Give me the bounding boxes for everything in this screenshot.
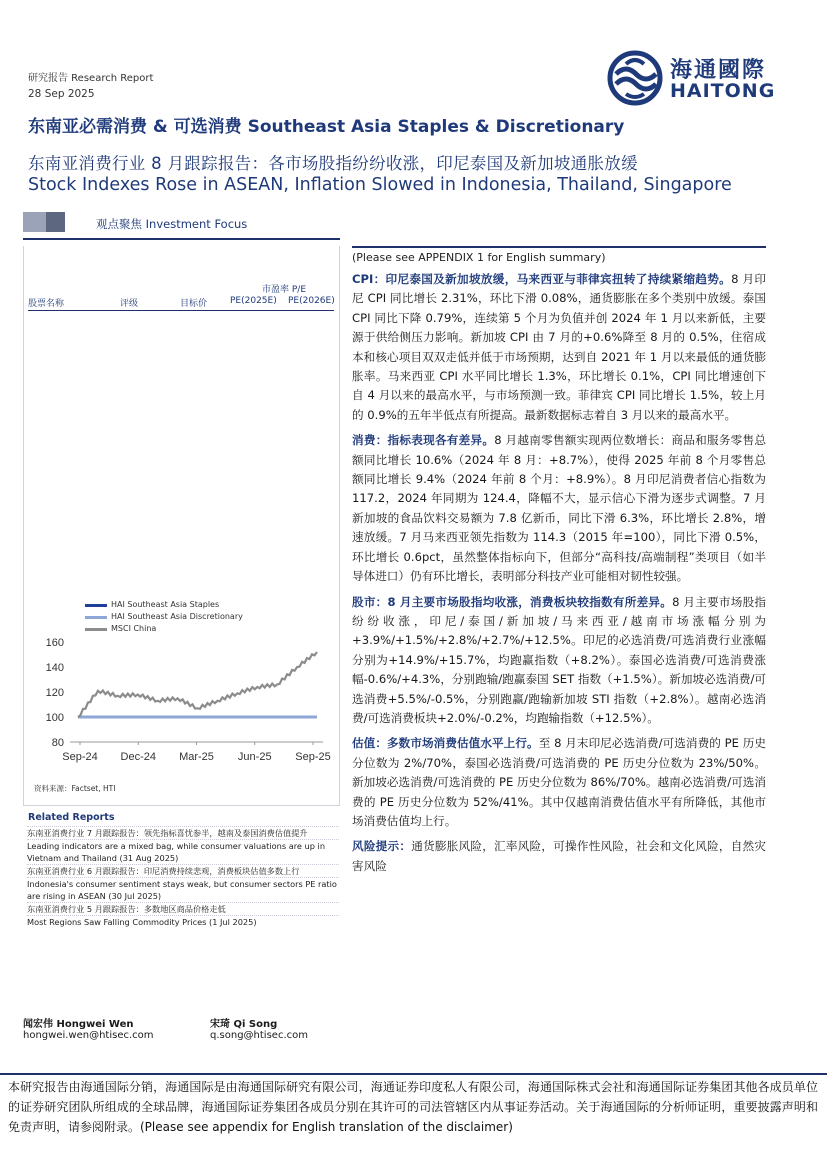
related-report-item[interactable]: 东南亚消费行业 7 月跟踪报告：领先指标喜忧参半，越南及泰国消费估值提升 bbox=[27, 826, 339, 839]
col-header-stock: 股票名称 bbox=[28, 299, 65, 309]
legend-label-discretionary: HAI Southeast Asia Discretionary bbox=[111, 612, 243, 621]
related-report-item[interactable]: 东南亚消费行业 6 月跟踪报告：印尼消费持续悲观，消费板块估值多数上行 bbox=[27, 864, 339, 877]
risk-paragraph bbox=[352, 837, 766, 876]
logo-text-cn: 海通國際 bbox=[670, 58, 767, 83]
report-title-cn: 东南亚消费行业 8 月跟踪报告：各市场股指纷纷收涨，印尼泰国及新加坡通胀放缓 bbox=[28, 154, 638, 173]
x-tick-label: Mar-25 bbox=[179, 751, 214, 763]
col-header-pe2026: PE(2026E) bbox=[288, 296, 335, 306]
x-tick-label: Sep-25 bbox=[295, 751, 331, 763]
related-reports-list bbox=[27, 826, 339, 928]
x-tick-label: Sep-24 bbox=[62, 751, 98, 763]
y-tick-label: 120 bbox=[45, 687, 64, 699]
consumption-text: 8 月越南零售额实现两位数增长：商品和服务零售总额同比增长 10.6%（2024 年 8 月：+8.7%），使得 2025 年前 8 个月零售总额同比增长 9.4%（2024 年前 8 个月：+8.9%）。8 月印尼消费者信心指数为 117.2，2024 年同期为 124.4，降幅不大，显示信心下滑为逐步式调整。7 月新加坡的食品饮料交易额为 7.8 亿新币，同比下滑 6.3%，环比增长 2.8%，增速放缓。7 月马来西亚领先指数为 114.3（2015 年=100），同比下滑 0.5%，环比增长 0.6pct，虽然整体指标向下，但部分“高科技/高端制程”类项目（如半导体进口）仍有环比增长，表明部分科技产业可能相对韧性较强。 bbox=[352, 433, 766, 584]
valuation-heading: 估值：多数市场消费估值水平上行。 bbox=[352, 736, 539, 751]
legend-swatch-staples bbox=[85, 604, 107, 607]
haitong-logo-icon bbox=[606, 50, 666, 106]
x-tick-label: Jun-25 bbox=[237, 751, 272, 763]
risk-text: 通货膨胀风险，汇率风险，可操作性风险，社会和文化风险，自然灾害风险 bbox=[352, 839, 766, 873]
related-report-item[interactable]: Indonesia's consumer sentiment stays weak, but consumer sectors PE ratio are rising in ASEAN (30 Jul 2025) bbox=[27, 877, 339, 902]
consumption-paragraph bbox=[352, 431, 766, 586]
logo-text-en: HAITONG bbox=[670, 80, 776, 102]
cpi-text: 8 月印尼 CPI 同比增长 2.31%，环比下滑 0.08%，通货膨胀在多个类别中放缓。泰国 CPI 同比下降 0.79%，连续第 5 个月为负值并创 2024 年 1 月以来新低，主要源于供给侧压力影响。新加坡 CPI 由 7 月的+0.6%降至 8 月的 0.5%，住宿成本和核心项目双双走低并低于市场预期，达到自 2021 年 1 月以来最低的通货膨胀率。马来西亚 CPI 水平同比增长 1.3%，环比增长 0.1%，CPI 同比增速创下自 4 月以来的最高水平，与市场预测一致。菲律宾 CPI 同比增长 1.5%，较上月的 0.9%的五年半低点有所提高。最新数据标志着自 3 月以来的最高水平。 bbox=[352, 272, 767, 422]
footer-divider bbox=[0, 1073, 827, 1075]
legend-item-discretionary bbox=[111, 612, 243, 621]
pe-header: 市盈率 P/E bbox=[262, 285, 307, 295]
author-name: 闻宏伟 Hongwei Wen bbox=[23, 1019, 134, 1030]
consumption-heading: 消费：指标表现各有差异。 bbox=[352, 433, 495, 448]
col-header-rating: 评级 bbox=[120, 299, 139, 309]
report-type: 研究报告 Research Report bbox=[28, 73, 154, 84]
legend-swatch-discretionary bbox=[85, 616, 107, 619]
disclaimer-text: 本研究报告由海通国际分销，海通国际是由海通国际研究有限公司，海通证券印度私人有限公司，海通国际株式会社和海通国际证券集团其他各成员单位的证券研究团队所组成的全球品牌，海通国际证券集团各成员分别在其许可的司法管辖区内从事证券活动。关于海通国际的分析师证明，重要披露声明和免责声明，请参阅附录。(Please see appendix for English translation of the disclaimer) bbox=[8, 1080, 818, 1134]
y-tick-label: 140 bbox=[45, 662, 64, 674]
series-line-msci-china bbox=[78, 652, 317, 717]
report-title-en: Stock Indexes Rose in ASEAN, Inflation Slowed in Indonesia, Thailand, Singapore bbox=[28, 175, 732, 195]
related-reports-title: Related Reports bbox=[28, 812, 115, 823]
appendix-note: (Please see APPENDIX 1 for English summary) bbox=[352, 251, 606, 264]
cpi-heading: CPI：印尼泰国及新加坡放缓，马来西亚与菲律宾扭转了持续紧缩趋势。 bbox=[352, 272, 732, 286]
stock-market-text: 8 月主要市场股指纷纷收涨，印尼/泰国/新加坡/马来西亚/越南市场涨幅分别为+3.9%/+1.5%/+2.8%/+2.7%/+12.5%。印尼的必选消费/可选消费行业涨幅分别为+14.9%/+15.7%，均跑赢指数（+8.2%）。泰国必选消费/可选消费涨幅-0.6%/+4.3%，分别跑输/跑赢泰国 SET 指数（+1.5%）。新加坡必选消费/可选消费+5.5%/-0.5%，分别跑赢/跑输新加坡 STI 指数（+2.8%）。越南必选消费/可选消费板块+2.0%/-0.2%，均跑输指数（+12.5%）。 bbox=[352, 594, 767, 725]
author-name: 宋琦 Qi Song bbox=[210, 1019, 278, 1030]
col-header-pe2025: PE(2025E) bbox=[230, 296, 277, 306]
risk-heading: 风险提示： bbox=[352, 839, 412, 854]
x-tick-label: Dec-24 bbox=[120, 751, 156, 763]
col-header-target: 目标价 bbox=[180, 299, 208, 309]
y-tick-label: 100 bbox=[45, 712, 64, 724]
stock-market-heading: 股市：8 月主要市场股指均收涨，消费板块较指数有所差异。 bbox=[352, 594, 673, 609]
focus-bar-decoration-dark bbox=[46, 212, 65, 232]
y-tick-label: 80 bbox=[51, 737, 64, 749]
valuation-text: 至 8 月末印尼必选消费/可选消费的 PE 历史分位数为 2%/70%，泰国必选消费/可选消费的 PE 历史分位数为 23%/50%。新加坡必选消费/可选消费的 PE 历史分位数为 86%/70%。越南必选消费/可选消费的 PE 历史分位数为 52%/41%。其中仅越南消费估值水平有所降低，其他市场消费估值均上行。 bbox=[352, 736, 766, 828]
related-report-item[interactable]: Leading indicators are a mixed bag, while consumer valuations are up in Vietnam and Thailand (31 Aug 2025) bbox=[27, 839, 339, 864]
index-performance-chart bbox=[28, 630, 338, 770]
related-report-item[interactable]: Most Regions Saw Falling Commodity Prices (1 Jul 2025) bbox=[27, 915, 339, 928]
y-tick-label: 160 bbox=[45, 637, 64, 649]
report-date: 28 Sep 2025 bbox=[28, 88, 95, 100]
valuation-paragraph bbox=[352, 734, 766, 831]
chart-source: 资料来源：Factset, HTI bbox=[34, 784, 116, 793]
summary-column bbox=[352, 246, 766, 882]
table-header-line bbox=[28, 310, 334, 311]
legend-label-staples: HAI Southeast Asia Staples bbox=[111, 600, 220, 609]
author-email[interactable]: q.song@htisec.com bbox=[210, 1030, 308, 1041]
cpi-paragraph bbox=[352, 270, 766, 425]
investment-focus-label: 观点聚焦 Investment Focus bbox=[96, 217, 248, 231]
legend-label-msci: MSCI China bbox=[111, 624, 157, 633]
author-email[interactable]: hongwei.wen@htisec.com bbox=[23, 1030, 154, 1041]
stock-market-paragraph bbox=[352, 593, 766, 729]
sector-title: 东南亚必需消费 & 可选消费 Southeast Asia Staples & Discretionary bbox=[28, 117, 625, 137]
legend-item-staples bbox=[111, 600, 219, 609]
section-divider bbox=[23, 238, 340, 240]
related-report-item[interactable]: 东南亚消费行业 5 月跟踪报告：多数地区商品价格走低 bbox=[27, 902, 339, 915]
